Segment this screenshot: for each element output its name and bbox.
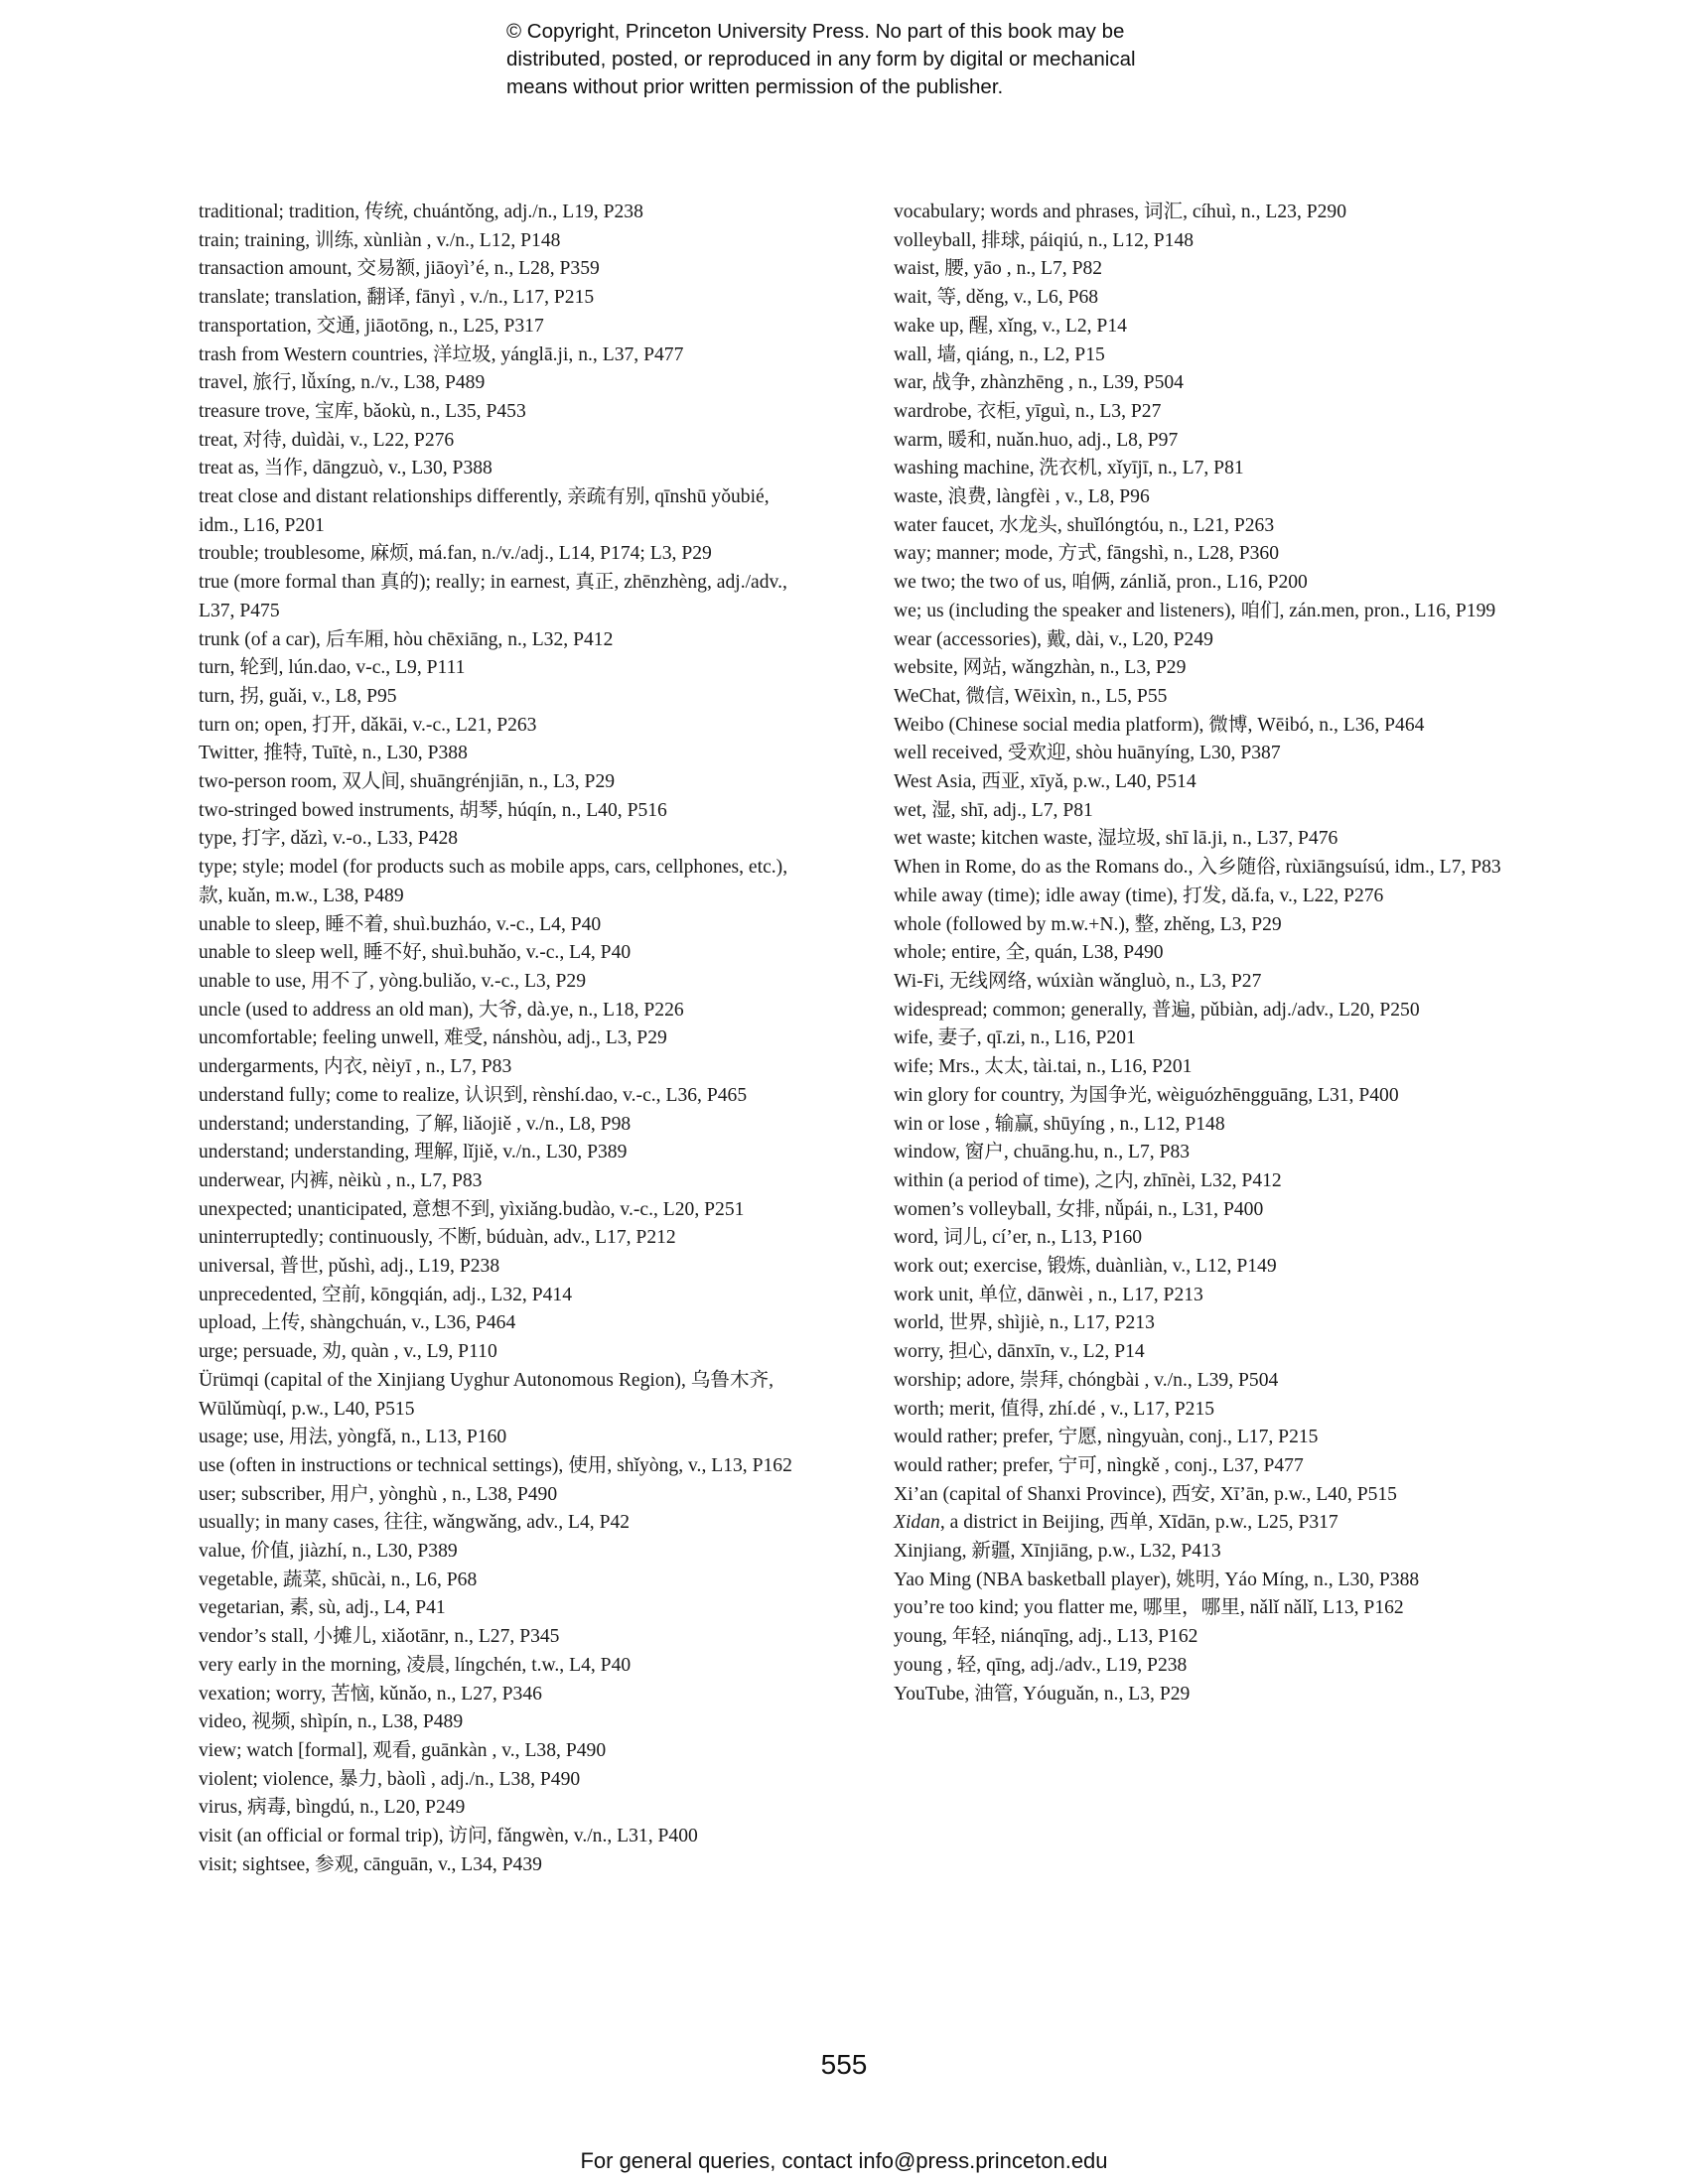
glossary-entry: warm, 暖和, nuǎn.huo, adj., L8, P97: [894, 429, 1179, 451]
glossary-entry: wardrobe, 衣柜, yīguì, n., L3, P27: [894, 400, 1162, 422]
glossary-entry: worry, 担心, dānxīn, v., L2, P14: [894, 1341, 1145, 1363]
glossary-entry: two-person room, 双人间, shuāngrénjiān, n., L3, P29: [199, 771, 616, 793]
glossary-entry: Yao Ming (NBA basketball player), 姚明, Yáo Míng, n., L30, P388: [894, 1569, 1420, 1590]
glossary-entry: women’s volleyball, 女排, nǚpái, n., L31, P400: [894, 1198, 1264, 1220]
glossary-entry: unable to sleep well, 睡不好, shuì.buhǎo, v.-c., L4, P40: [199, 942, 632, 964]
copyright-line: © Copyright, Princeton University Press. No part of this book may be: [506, 20, 1125, 43]
glossary-right-column: [894, 199, 1501, 1708]
page-number: 555: [820, 2049, 868, 2080]
glossary-entry: Xi’an (capital of Shanxi Province), 西安, Xī’ān, p.w., L40, P515: [894, 1483, 1397, 1505]
glossary-entry: war, 战争, zhànzhēng , n., L39, P504: [894, 372, 1184, 394]
glossary-entry: treat, 对待, duìdài, v., L22, P276: [199, 429, 455, 451]
glossary-entry: win or lose , 输赢, shūyíng , n., L12, P148: [894, 1113, 1225, 1135]
glossary-entry: West Asia, 西亚, xīyǎ, p.w., L40, P514: [894, 771, 1196, 793]
glossary-entry: visit (an official or formal trip), 访问, fǎngwèn, v./n., L31, P400: [199, 1826, 698, 1847]
glossary-entry: undergarments, 内衣, nèiyī , n., L7, P83: [199, 1056, 512, 1078]
glossary-entry: uncle (used to address an old man), 大爷, dà.ye, n., L18, P226: [199, 999, 684, 1021]
glossary-entry: urge; persuade, 劝, quàn , v., L9, P110: [199, 1341, 497, 1363]
copyright-line: means without prior written permission of the publisher.: [506, 75, 1004, 98]
glossary-entry: washing machine, 洗衣机, xǐyījī, n., L7, P81: [894, 458, 1244, 479]
glossary-entry: treasure trove, 宝库, bǎokù, n., L35, P453: [199, 400, 526, 422]
glossary-entry: video, 视频, shìpín, n., L38, P489: [199, 1711, 464, 1733]
glossary-entry: world, 世界, shìjiè, n., L17, P213: [894, 1312, 1155, 1334]
glossary-entry: Twitter, 推特, Tuītè, n., L30, P388: [199, 743, 468, 764]
glossary-entry: uninterruptedly; continuously, 不断, búduàn, adv., L17, P212: [199, 1227, 676, 1249]
glossary-entry: vexation; worry, 苦恼, kǔnǎo, n., L27, P346: [199, 1683, 542, 1705]
glossary-entry: type; style; model (for products such as mobile apps, cars, cellphones, etc.), 款, kuǎn, m.w., L38, P489: [199, 857, 788, 906]
glossary-entry: turn on; open, 打开, dǎkāi, v.-c., L21, P263: [199, 714, 537, 736]
glossary-entry: wet, 湿, shī, adj., L7, P81: [894, 799, 1093, 821]
glossary-entry: water faucet, 水龙头, shuǐlóngtóu, n., L21, P263: [894, 514, 1275, 536]
glossary-entry: turn, 拐, guǎi, v., L8, P95: [199, 685, 397, 707]
glossary-entry: wet waste; kitchen waste, 湿垃圾, shī lā.ji, n., L37, P476: [894, 828, 1338, 850]
glossary-entry: understand; understanding, 了解, liǎojiě , v./n., L8, P98: [199, 1113, 632, 1135]
glossary-entry: unable to sleep, 睡不着, shuì.buzháo, v.-c., L4, P40: [199, 913, 602, 935]
glossary-entry: unable to use, 用不了, yòng.buliǎo, v.-c., L3, P29: [199, 970, 587, 992]
glossary-entry: trunk (of a car), 后车厢, hòu chēxiāng, n., L32, P412: [199, 628, 614, 650]
glossary-entry: treat close and distant relationships differently, 亲疏有别, qīnshū yǒubié, idm., L16, P201: [199, 486, 770, 536]
glossary-entry: underwear, 内裤, nèikù , n., L7, P83: [199, 1169, 483, 1191]
glossary-entry: Wi-Fi, 无线网络, wúxiàn wǎngluò, n., L3, P27: [894, 970, 1262, 992]
glossary-entry: very early in the morning, 凌晨, língchén, t.w., L4, P40: [199, 1654, 632, 1676]
glossary-entry: understand fully; come to realize, 认识到, rènshí.dao, v.-c., L36, P465: [199, 1084, 748, 1106]
glossary-entry: uncomfortable; feeling unwell, 难受, nánshòu, adj., L3, P29: [199, 1027, 667, 1049]
glossary-entry: value, 价值, jiàzhí, n., L30, P389: [199, 1541, 458, 1563]
glossary-entry: upload, 上传, shàngchuán, v., L36, P464: [199, 1312, 516, 1334]
glossary-entry: win glory for country, 为国争光, wèiguózhēngguāng, L31, P400: [894, 1084, 1399, 1106]
glossary-entry: wife, 妻子, qī.zi, n., L16, P201: [894, 1027, 1136, 1049]
glossary-entry: word, 词儿, cí’er, n., L13, P160: [894, 1227, 1143, 1249]
glossary-entry: violent; violence, 暴力, bàolì , adj./n., L38, P490: [199, 1768, 581, 1790]
glossary-entry: usually; in many cases, 往往, wǎngwǎng, adv., L4, P42: [199, 1512, 631, 1534]
glossary-entry: universal, 普世, pǔshì, adj., L19, P238: [199, 1256, 500, 1278]
glossary-entry: while away (time); idle away (time), 打发, dǎ.fa, v., L22, P276: [894, 885, 1384, 906]
glossary-entry: transportation, 交通, jiāotōng, n., L25, P317: [199, 315, 544, 337]
glossary-entry: window, 窗户, chuāng.hu, n., L7, P83: [894, 1142, 1191, 1163]
glossary-entry: whole; entire, 全, quán, L38, P490: [894, 942, 1164, 964]
footer-contact: For general queries, contact info@press.princeton.edu: [580, 2148, 1108, 2173]
glossary-entry: waste, 浪费, làngfèi , v., L8, P96: [894, 486, 1150, 508]
glossary-entry: vegetable, 蔬菜, shūcài, n., L6, P68: [199, 1569, 478, 1590]
glossary-entry: YouTube, 油管, Yóuguǎn, n., L3, P29: [894, 1683, 1191, 1705]
glossary-left-column: [199, 199, 804, 1879]
glossary-entry: we; us (including the speaker and listeners), 咱们, zán.men, pron., L16, P199: [894, 600, 1496, 621]
glossary-entry: we two; the two of us, 咱俩, zánliǎ, pron., L16, P200: [894, 572, 1308, 594]
glossary-entry: treat as, 当作, dāngzuò, v., L30, P388: [199, 458, 492, 479]
glossary-entry: trouble; troublesome, 麻烦, má.fan, n./v./adj., L14, P174; L3, P29: [199, 543, 712, 565]
glossary-entry: young , 轻, qīng, adj./adv., L19, P238: [894, 1654, 1188, 1676]
glossary-entry: traditional; tradition, 传统, chuántǒng, adj./n., L19, P238: [199, 202, 643, 222]
glossary-entry: virus, 病毒, bìngdú, n., L20, P249: [199, 1797, 466, 1819]
glossary-entry: young, 年轻, niánqīng, adj., L13, P162: [894, 1626, 1198, 1648]
glossary-entry: WeChat, 微信, Wēixìn, n., L5, P55: [894, 685, 1168, 707]
glossary-entry: wait, 等, děng, v., L6, P68: [894, 287, 1099, 309]
glossary-entry: understand; understanding, 理解, lǐjiě, v./n., L30, P389: [199, 1142, 628, 1163]
glossary-entry: transaction amount, 交易额, jiāoyì’é, n., L28, P359: [199, 258, 600, 280]
copyright-notice: [506, 18, 1221, 101]
glossary-entry: well received, 受欢迎, shòu huānyíng, L30, P387: [894, 743, 1281, 764]
glossary-entry: work unit, 单位, dānwèi , n., L17, P213: [894, 1284, 1203, 1305]
glossary-entry: usage; use, 用法, yòngfǎ, n., L13, P160: [199, 1427, 507, 1448]
glossary-entry: trash from Western countries, 洋垃圾, yánglā.ji, n., L37, P477: [199, 343, 684, 365]
glossary-entry: type, 打字, dǎzì, v.-o., L33, P428: [199, 828, 459, 850]
glossary-entry: way; manner; mode, 方式, fāngshì, n., L28, P360: [894, 543, 1280, 565]
copyright-line: distributed, posted, or reproduced in any form by digital or mechanical: [506, 48, 1136, 70]
glossary-entry: Xinjiang, 新疆, Xīnjiāng, p.w., L32, P413: [894, 1541, 1221, 1563]
glossary-entry: turn, 轮到, lún.dao, v-c., L9, P111: [199, 657, 466, 679]
glossary-entry: wear (accessories), 戴, dài, v., L20, P249: [894, 628, 1213, 650]
glossary-entry: vocabulary; words and phrases, 词汇, cíhuì, n., L23, P290: [894, 202, 1347, 222]
glossary-entry: visit; sightsee, 参观, cānguān, v., L34, P439: [199, 1853, 542, 1875]
glossary-entry: unexpected; unanticipated, 意想不到, yìxiǎng.budào, v.-c., L20, P251: [199, 1198, 745, 1220]
glossary-entry: view; watch [formal], 观看, guānkàn , v., L38, P490: [199, 1739, 607, 1761]
glossary-entry: wake up, 醒, xǐng, v., L2, P14: [894, 315, 1127, 337]
glossary-entry: true (more formal than 真的); really; in earnest, 真正, zhēnzhèng, adj./adv., L37, P475: [199, 572, 787, 621]
glossary-entry: vegetarian, 素, sù, adj., L4, P41: [199, 1597, 446, 1619]
glossary-entry: would rather; prefer, 宁愿, nìngyuàn, conj., L17, P215: [894, 1427, 1319, 1448]
glossary-entry: worth; merit, 值得, zhí.dé , v., L17, P215: [894, 1398, 1215, 1420]
glossary-entry: user; subscriber, 用户, yònghù , n., L38, P490: [199, 1483, 558, 1505]
glossary-entry: vendor’s stall, 小摊儿, xiǎotānr, n., L27, P345: [199, 1626, 560, 1648]
glossary-entry: Weibo (Chinese social media platform), 微博, Wēibó, n., L36, P464: [894, 714, 1425, 736]
glossary-entry: widespread; common; generally, 普遍, pǔbiàn, adj./adv., L20, P250: [894, 999, 1420, 1021]
glossary-entry: would rather; prefer, 宁可, nìngkě , conj., L37, P477: [894, 1454, 1304, 1476]
glossary-entry: use (often in instructions or technical settings), 使用, shǐyòng, v., L13, P162: [199, 1454, 792, 1476]
glossary-entry: you’re too kind; you flatter me, 哪里，哪里, nǎlǐ nǎlǐ, L13, P162: [894, 1597, 1404, 1619]
glossary-entry: within (a period of time), 之内, zhīnèi, L32, P412: [894, 1169, 1282, 1191]
glossary-entry: wife; Mrs., 太太, tài.tai, n., L16, P201: [894, 1056, 1193, 1078]
glossary-entry: When in Rome, do as the Romans do., 入乡随俗, rùxiāngsuísú, idm., L7, P83: [894, 857, 1501, 879]
glossary-entry: website, 网站, wǎngzhàn, n., L3, P29: [894, 657, 1187, 679]
glossary-entry: wall, 墙, qiáng, n., L2, P15: [894, 343, 1105, 365]
glossary-entry: Xidan, a district in Beijing, 西单, Xīdān, p.w., L25, P317: [894, 1512, 1338, 1534]
glossary-entry: waist, 腰, yāo , n., L7, P82: [894, 258, 1103, 280]
glossary-entry: whole (followed by m.w.+N.), 整, zhěng, L3, P29: [894, 913, 1282, 935]
glossary-entry: two-stringed bowed instruments, 胡琴, húqín, n., L40, P516: [199, 799, 667, 821]
glossary-entry: work out; exercise, 锻炼, duànliàn, v., L12, P149: [894, 1256, 1277, 1278]
glossary-entry: unprecedented, 空前, kōngqián, adj., L32, P414: [199, 1284, 573, 1305]
glossary-entry: volleyball, 排球, páiqiú, n., L12, P148: [894, 229, 1195, 251]
glossary-entry: travel, 旅行, lǚxíng, n./v., L38, P489: [199, 372, 486, 394]
glossary-entry: translate; translation, 翻译, fānyì , v./n., L17, P215: [199, 287, 595, 309]
glossary-entry: worship; adore, 崇拜, chóngbài , v./n., L39, P504: [894, 1369, 1279, 1391]
glossary-entry: train; training, 训练, xùnliàn , v./n., L12, P148: [199, 229, 561, 251]
glossary-entry: Ürümqi (capital of the Xinjiang Uyghur Autonomous Region), 乌鲁木齐, Wūlǔmùqí, p.w., L40, P515: [199, 1369, 774, 1420]
